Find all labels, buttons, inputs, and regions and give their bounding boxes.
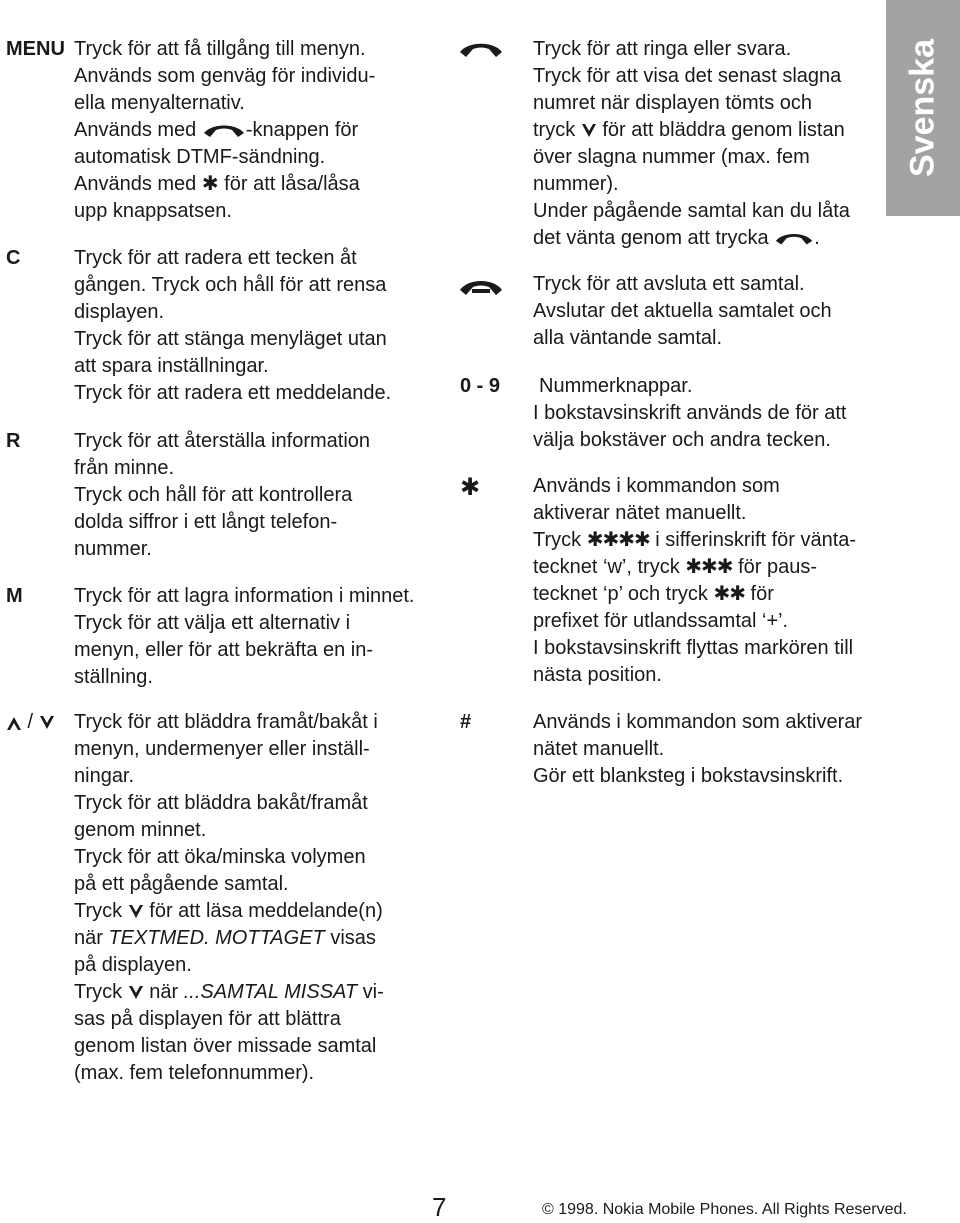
- star-description: [533, 473, 856, 689]
- call-line: numret när displayen tömts och: [533, 92, 813, 114]
- arrows-line: Tryck för att öka/minska volymen: [74, 846, 366, 868]
- call-key-icon: [458, 40, 504, 60]
- call-line: det vänta genom att trycka .: [533, 227, 820, 249]
- c-description: [74, 245, 391, 407]
- up-arrow-icon: [6, 715, 22, 731]
- end-line: Avslutar det aktuella samtalet och: [533, 300, 832, 322]
- r-line: nummer.: [74, 538, 152, 560]
- hash-key-label: #: [460, 711, 472, 733]
- menu-line: Används som genväg för individu-: [74, 65, 376, 87]
- hash-description: [533, 709, 862, 790]
- r-line: Tryck för att återställa information: [74, 430, 371, 452]
- language-tab: [886, 0, 960, 216]
- r-description: [74, 428, 370, 563]
- menu-line: Används med -knappen för: [74, 119, 359, 141]
- digits-line: Nummerknappar.: [539, 375, 693, 397]
- m-key-label: M: [6, 585, 23, 607]
- down-arrow-icon: [128, 985, 144, 1001]
- c-line: Tryck för att radera ett meddelande.: [74, 382, 392, 404]
- c-key-label: C: [6, 247, 21, 269]
- menu-line: upp knappsatsen.: [74, 200, 232, 222]
- arrows-line: Tryck för att bläddra framåt/bakåt i: [74, 711, 378, 733]
- end-line: Tryck för att avsluta ett samtal.: [533, 273, 805, 295]
- menu-line: automatisk DTMF-sändning.: [74, 146, 326, 168]
- menu-line: ella menyalternativ.: [74, 92, 245, 114]
- call-key-icon: [202, 122, 246, 140]
- r-line: dolda siffror i ett långt telefon-: [74, 511, 338, 533]
- down-arrow-icon: [581, 123, 597, 139]
- star-icon: ✱: [460, 474, 481, 501]
- star-line: Tryck ✱✱✱✱ i sifferinskrift för vänta-: [533, 529, 857, 551]
- end-line: alla väntande samtal.: [533, 327, 723, 349]
- c-line: Tryck för att radera ett tecken åt: [74, 247, 357, 269]
- end-key-icon: [458, 276, 504, 298]
- menu-line: Används med ✱ för att låsa/låsa: [74, 173, 360, 195]
- arrows-line: Tryck när ...SAMTAL MISSAT vi-: [74, 981, 384, 1003]
- call-line: nummer).: [533, 173, 619, 195]
- arrows-line: genom listan över missade samtal: [74, 1035, 377, 1057]
- call-line: tryck för att bläddra genom listan: [533, 119, 845, 141]
- call-line: Under pågående samtal kan du låta: [533, 200, 850, 222]
- arrows-line: när TEXTMED. MOTTAGET visas: [74, 927, 376, 949]
- c-line: att spara inställningar.: [74, 355, 269, 377]
- menu-description: [74, 36, 375, 225]
- call-line: Tryck för att visa det senast slagna: [533, 65, 842, 87]
- hash-line: Gör ett blanksteg i bokstavsinskrift.: [533, 765, 844, 787]
- arrows-line: menyn, undermenyer eller inställ-: [74, 738, 370, 760]
- r-line: från minne.: [74, 457, 175, 479]
- digits-description: [533, 373, 847, 454]
- arrows-line: på displayen.: [74, 954, 192, 976]
- arrows-line: genom minnet.: [74, 819, 207, 841]
- star-line: aktiverar nätet manuellt.: [533, 502, 747, 524]
- call-line: Tryck för att ringa eller svara.: [533, 38, 792, 60]
- digits-line: I bokstavsinskrift används de för att: [533, 402, 847, 424]
- m-description: [74, 583, 415, 691]
- star-line: tecknet ‘p’ och tryck ✱✱ för: [533, 583, 774, 605]
- c-line: Tryck för att stänga menyläget utan: [74, 328, 387, 350]
- hash-line: nätet manuellt.: [533, 738, 665, 760]
- menu-line: Tryck för att få tillgång till menyn.: [74, 38, 366, 60]
- star-icon: ✱: [201, 173, 219, 195]
- arrows-line: (max. fem telefonnummer).: [74, 1062, 315, 1084]
- arrows-line: på ett pågående samtal.: [74, 873, 289, 895]
- m-line: menyn, eller för att bekräfta en in-: [74, 639, 374, 661]
- arrow-keys-label: /: [6, 709, 55, 736]
- digits-line: välja bokstäver och andra tecken.: [533, 429, 831, 451]
- language-tab-label: Svenska: [903, 39, 942, 177]
- m-line: Tryck för att lagra information i minnet.: [74, 585, 415, 607]
- c-line: gången. Tryck och håll för att rensa: [74, 274, 387, 296]
- m-line: ställning.: [74, 666, 153, 688]
- arrows-line: ningar.: [74, 765, 135, 787]
- page-number: 7: [432, 1192, 447, 1222]
- arrows-line: sas på displayen för att blättra: [74, 1008, 341, 1030]
- star-icon: ✱✱✱: [685, 556, 733, 578]
- call-description: [533, 36, 850, 252]
- star-icon: ✱✱✱✱: [586, 529, 650, 551]
- call-line: över slagna nummer (max. fem: [533, 146, 810, 168]
- r-key-label: R: [6, 430, 21, 452]
- down-arrow-icon: [39, 715, 55, 731]
- arrows-description: [74, 709, 384, 1087]
- star-line: tecknet ‘w’, tryck ✱✱✱ för paus-: [533, 556, 818, 578]
- star-line: I bokstavsinskrift flyttas markören till: [533, 637, 854, 659]
- arrows-line: Tryck för att läsa meddelande(n): [74, 900, 383, 922]
- m-line: Tryck för att välja ett alternativ i: [74, 612, 351, 634]
- star-line: nästa position.: [533, 664, 662, 686]
- end-description: [533, 271, 832, 352]
- star-line: Används i kommandon som: [533, 475, 780, 497]
- star-icon: ✱✱: [713, 583, 745, 605]
- star-line: prefixet för utlandssamtal ‘+’.: [533, 610, 789, 632]
- call-key-icon: [774, 230, 814, 248]
- arrows-line: Tryck för att bläddra bakåt/framåt: [74, 792, 368, 814]
- hash-line: Används i kommandon som aktiverar: [533, 711, 863, 733]
- copyright-notice: © 1998. Nokia Mobile Phones. All Rights Reserved.: [542, 1201, 907, 1218]
- digits-key-label: 0 - 9: [460, 375, 501, 397]
- r-line: Tryck och håll för att kontrollera: [74, 484, 353, 506]
- c-line: displayen.: [74, 301, 165, 323]
- down-arrow-icon: [128, 904, 144, 920]
- menu-key-label: MENU: [6, 38, 65, 60]
